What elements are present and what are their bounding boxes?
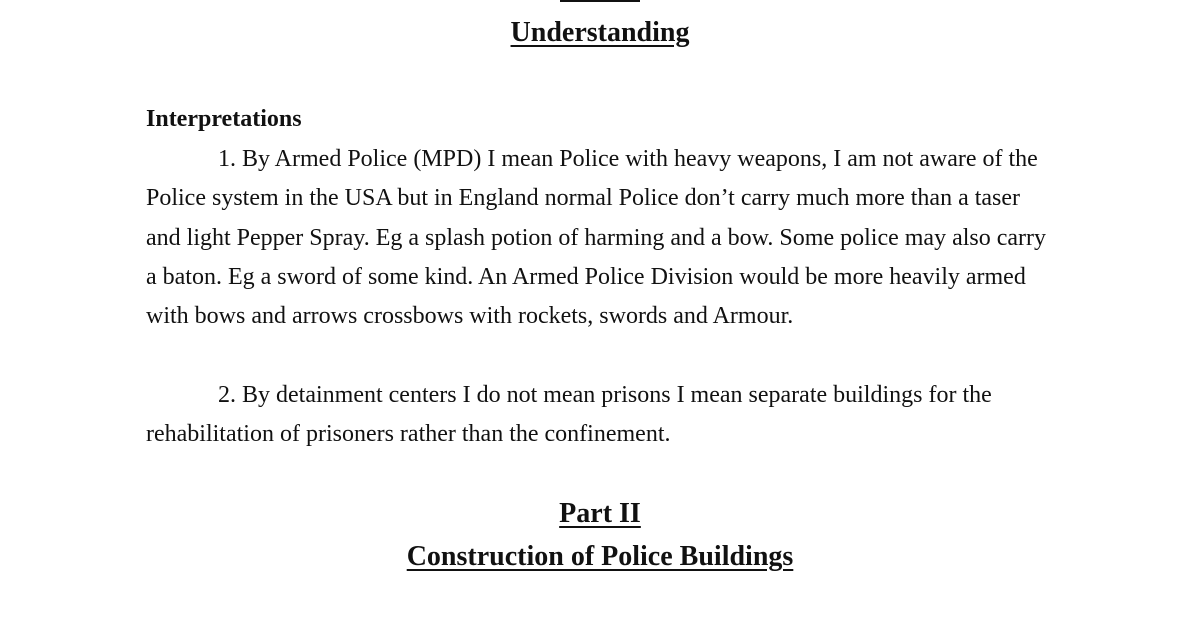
paragraph-detainment-centers: 2. By detainment centers I do not mean prisons I mean separate buildings for the rehabilitation of prisoners rather than the confinement.	[146, 382, 992, 448]
section-title: Understanding	[510, 17, 690, 48]
interpretations-heading: Interpretations	[146, 106, 302, 132]
part-title: Part II	[559, 498, 641, 529]
part-subtitle: Construction of Police Buildings	[406, 541, 794, 572]
paragraph-armed-police: 1. By Armed Police (MPD) I mean Police with heavy weapons, I am not aware of the Police system in the USA but in England normal Police don’t carry much more than a taser and light Pepper Spray. Eg a splash potion of harming and a bow. Some police may also carry a baton. Eg a sword of some kind. An Armed Police Division would be more heavily armed with bows and arrows crossbows with rockets, swords and Armour.	[146, 146, 1047, 330]
top-rule-divider	[560, 0, 640, 2]
